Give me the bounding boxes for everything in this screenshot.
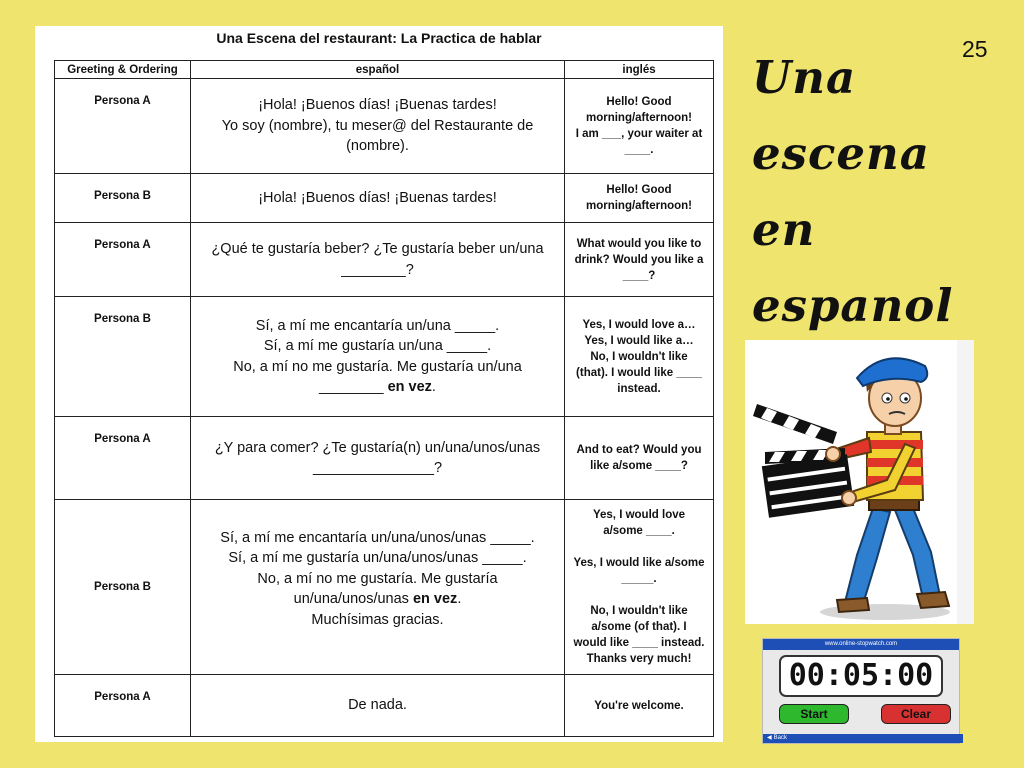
spanish-line: Sí, a mí me encantaría un/una/unos/unas _____. bbox=[220, 529, 535, 546]
english-line: Yes, I would love bbox=[592, 509, 686, 521]
slide-title-line: escena bbox=[752, 127, 930, 180]
table-row bbox=[55, 675, 714, 737]
spanish-cell bbox=[191, 297, 565, 417]
header-greeting-ordering: Greeting & Ordering bbox=[55, 61, 191, 79]
english-cell bbox=[565, 417, 714, 500]
english-line: No, I wouldn't like bbox=[590, 605, 688, 617]
page-number: 25 bbox=[962, 36, 988, 62]
spanish-line: ¿Y para comer? ¿Te gustaría(n) un/una/unos/unas bbox=[214, 439, 541, 456]
spanish-line-with-bold bbox=[195, 377, 560, 398]
header-espanol: español bbox=[191, 61, 565, 79]
english-cell bbox=[565, 297, 714, 417]
speaker-cell: Persona A bbox=[55, 675, 191, 737]
table-row bbox=[55, 79, 714, 174]
english-line: would like ____ instead. bbox=[573, 637, 705, 649]
table-row bbox=[55, 174, 714, 223]
blank-text: ________ bbox=[319, 379, 388, 395]
english-line: Yes, I would like a/some bbox=[573, 557, 705, 569]
english-line: You're welcome. bbox=[594, 699, 684, 712]
english-line: Hello! Good bbox=[606, 184, 672, 196]
spanish-line-with-bold bbox=[195, 589, 560, 610]
spanish-cell bbox=[191, 223, 565, 297]
english-line: (that). I would like ____ bbox=[576, 366, 702, 379]
english-line: like a/some ____? bbox=[590, 460, 688, 472]
english-line: instead. bbox=[617, 382, 661, 395]
spanish-line: Sí, a mí me encantaría un/una _____. bbox=[255, 317, 500, 334]
slide-title bbox=[752, 40, 992, 344]
english-line: morning/afternoon! bbox=[585, 200, 693, 212]
english-cell bbox=[565, 675, 714, 737]
spanish-line: (nombre). bbox=[346, 138, 409, 155]
blank-text: un/una/unos/unas bbox=[293, 591, 413, 608]
english-line: Yes, I would love a… bbox=[582, 318, 696, 331]
spanish-line: Yo soy (nombre), tu meser@ del Restaurante de bbox=[221, 117, 534, 134]
speaker-cell: Persona A bbox=[55, 417, 191, 500]
spanish-line: Sí, a mí me gustaría un/una _____. bbox=[263, 338, 492, 354]
spacer bbox=[569, 539, 709, 555]
english-line: a/some (of that). I bbox=[591, 621, 687, 633]
back-link[interactable] bbox=[763, 734, 963, 743]
spacer bbox=[569, 587, 709, 603]
dialogue-table bbox=[54, 60, 714, 737]
speaker-cell: Persona B bbox=[55, 297, 191, 417]
director-clapperboard-icon bbox=[745, 340, 974, 624]
slide-title-line: espanol bbox=[752, 279, 954, 332]
spanish-line: Muchísimas gracias. bbox=[311, 611, 444, 628]
table-header-row bbox=[55, 61, 714, 79]
spanish-line: De nada. bbox=[348, 697, 407, 714]
period-text: . bbox=[457, 591, 462, 608]
english-cell bbox=[565, 500, 714, 675]
stopwatch-time-display: 00:05:00 bbox=[779, 655, 943, 697]
table-row bbox=[55, 297, 714, 417]
spanish-line: ¿Qué te gustaría beber? ¿Te gustaría beber un/una bbox=[211, 241, 544, 257]
english-line: morning/afternoon! bbox=[585, 112, 693, 124]
arrow-left-icon: ◀ bbox=[767, 735, 772, 741]
english-cell bbox=[565, 79, 714, 174]
speaker-cell: Persona B bbox=[55, 500, 191, 675]
spanish-cell bbox=[191, 174, 565, 223]
spanish-cell bbox=[191, 500, 565, 675]
worksheet bbox=[35, 26, 723, 742]
worksheet-title: Una Escena del restaurant: La Practica de hablar bbox=[216, 30, 542, 46]
spanish-line: ________? bbox=[341, 261, 414, 278]
english-line: drink? Would you like a bbox=[574, 253, 704, 266]
period-text: . bbox=[431, 379, 436, 395]
english-line: a/some ____. bbox=[603, 525, 675, 537]
spanish-line: _______________? bbox=[312, 460, 443, 476]
spanish-line: ¡Hola! ¡Buenos días! ¡Buenas tardes! bbox=[258, 97, 497, 114]
spanish-cell bbox=[191, 417, 565, 500]
speaker-cell: Persona A bbox=[55, 79, 191, 174]
spanish-line: ¡Hola! ¡Buenos días! ¡Buenas tardes! bbox=[258, 189, 497, 206]
english-line: ____. bbox=[624, 144, 654, 156]
speaker-cell: Persona A bbox=[55, 223, 191, 297]
english-line: No, I wouldn't like bbox=[590, 350, 688, 363]
slide-title-line: en bbox=[752, 203, 816, 256]
spanish-line: Sí, a mí me gustaría un/una/unos/unas _____. bbox=[228, 550, 527, 567]
en-vez-text: en vez bbox=[412, 591, 458, 608]
spanish-line: No, a mí no me gustaría. Me gustaría un/una bbox=[233, 358, 522, 375]
english-cell bbox=[565, 174, 714, 223]
english-line: ____? bbox=[622, 269, 656, 282]
table-row bbox=[55, 417, 714, 500]
english-line: _____. bbox=[621, 573, 657, 585]
stopwatch-url: www.online-stopwatch.com bbox=[763, 639, 959, 650]
back-label: Back bbox=[773, 735, 787, 741]
spanish-line: No, a mí no me gustaría. Me gustaría bbox=[257, 570, 498, 587]
slide-title-line: Una bbox=[752, 51, 857, 104]
spanish-cell bbox=[191, 675, 565, 737]
en-vez-text: en vez bbox=[387, 379, 432, 395]
english-line: And to eat? Would you bbox=[576, 444, 702, 456]
stopwatch-widget bbox=[762, 638, 960, 744]
english-line: What would you like to bbox=[576, 237, 702, 250]
table-row bbox=[55, 223, 714, 297]
start-button[interactable]: Start bbox=[779, 704, 849, 724]
header-ingles: inglés bbox=[565, 61, 714, 79]
english-line: Thanks very much! bbox=[586, 653, 692, 665]
english-line: Yes, I would like a… bbox=[584, 334, 694, 347]
english-line: Hello! Good bbox=[606, 96, 672, 108]
speaker-cell: Persona B bbox=[55, 174, 191, 223]
english-line: I am ___, your waiter at bbox=[575, 128, 703, 140]
table-row bbox=[55, 500, 714, 675]
spacer bbox=[195, 630, 560, 646]
english-cell bbox=[565, 223, 714, 297]
spanish-cell bbox=[191, 79, 565, 174]
clear-button[interactable]: Clear bbox=[881, 704, 951, 724]
